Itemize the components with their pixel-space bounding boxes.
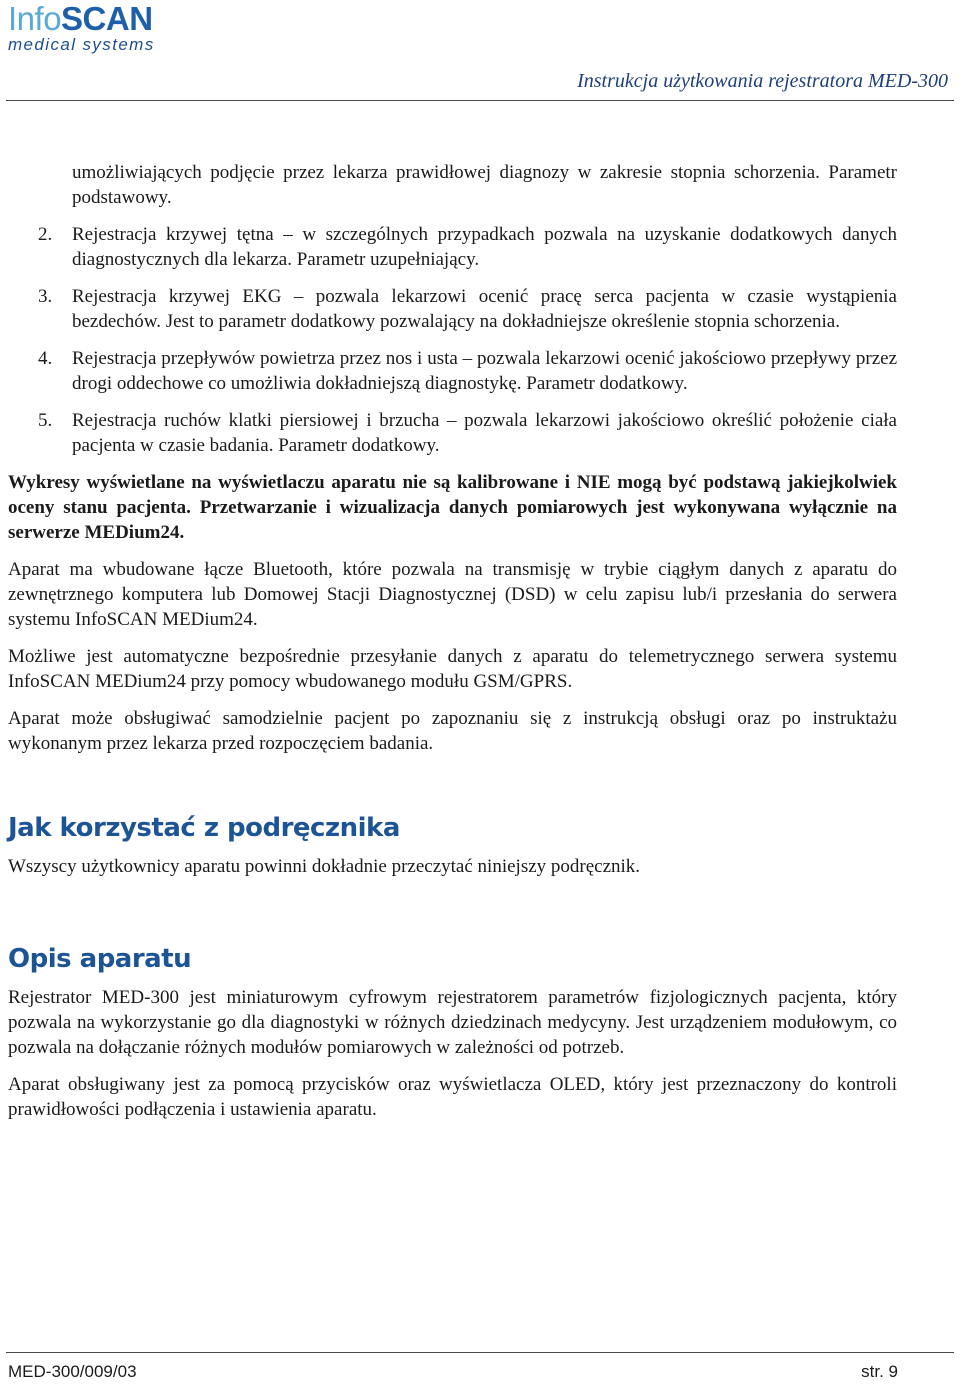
- list-item: [8, 408, 897, 458]
- logo-word-info: Info: [8, 0, 62, 37]
- logo-subtitle: medical systems: [8, 35, 155, 54]
- list-item-number: 2.: [38, 224, 53, 245]
- header-divider: [6, 100, 954, 101]
- calibration-warning: Wykresy wyświetlane na wyświetlaczu aparatu nie są kalibrowane i NIE mogą być podstawą jakiejkolwiek oceny stanu pacjenta. Przetwarzanie i wizualizacja danych pomiarowych jest wykonywana wyłącznie na serwerze MEDium24.: [8, 472, 897, 543]
- section-heading-device: Opis aparatu: [8, 944, 192, 974]
- section-heading-howto: Jak korzystać z podręcznika: [8, 813, 400, 843]
- list-item-text: Rejestracja przepływów powietrza przez nos i usta – pozwala lekarzowi ocenić jakościowo przepływy przez drogi oddechowe co umożliwia dokładniejszą diagnostykę. Parametr dodatkowy.: [72, 348, 897, 394]
- list-item: [8, 284, 897, 334]
- list-item-number: 3.: [38, 286, 53, 307]
- footer-doc-id: MED-300/009/03: [8, 1362, 137, 1381]
- paragraph-bluetooth: Aparat ma wbudowane łącze Bluetooth, które pozwala na transmisję w trybie ciągłym danych z aparatu do zewnętrznego komputera lub Domowej Stacji Diagnostycznej (DSD) w celu zapisu lub/i przesłania do serwera systemu InfoSCAN MEDium24.: [8, 559, 897, 630]
- company-logo: [8, 2, 208, 58]
- logo-wordmark: [8, 2, 208, 36]
- paragraph-gsm: Możliwe jest automatyczne bezpośrednie przesyłanie danych z aparatu do telemetrycznego serwera systemu InfoSCAN MEDium24 przy pomocy wbudowanego modułu GSM/GPRS.: [8, 646, 897, 692]
- device-description: Rejestrator MED-300 jest miniaturowym cyfrowym rejestratorem parametrów fizjologicznych pacjenta, który pozwala na wykorzystanie go dla diagnostyki w różnych dziedzinach medycyny. Jest urządzeniem modułowym, co pozwala na dołączanie różnych modułów pomiarowych w zależności od potrzeb.: [8, 987, 897, 1058]
- list-item-number: 4.: [38, 348, 53, 369]
- list-item: [8, 222, 897, 272]
- header-title: Instrukcja użytkowania rejestratora MED-300: [577, 70, 948, 92]
- page-content: [8, 160, 897, 1134]
- logo-word-scan: SCAN: [61, 0, 153, 37]
- section-howto-text: Wszyscy użytkownicy aparatu powinni dokładnie przeczytać niniejszy podręcznik.: [8, 856, 641, 877]
- footer-divider: [6, 1352, 954, 1353]
- footer-page-number: str. 9: [861, 1362, 898, 1381]
- list-item: [8, 346, 897, 396]
- list-item-text: Rejestracja krzywej EKG – pozwala lekarzowi ocenić pracę serca pacjenta w czasie wystąpienia bezdechów. Jest to parametr dodatkowy pozwalający na dokładniejsze określenie stopnia schorzenia.: [72, 286, 897, 332]
- list-item-number: 5.: [38, 410, 53, 431]
- device-controls: Aparat obsługiwany jest za pomocą przycisków oraz wyświetlacza OLED, który jest przeznaczony do kontroli prawidłowości podłączenia i ustawienia aparatu.: [8, 1074, 897, 1120]
- paragraph-patient-use: Aparat może obsługiwać samodzielnie pacjent po zapoznaniu się z instrukcją obsługi oraz po instruktażu wykonanym przez lekarza przed rozpoczęciem badania.: [8, 708, 897, 754]
- list-item-text: Rejestracja ruchów klatki piersiowej i brzucha – pozwala lekarzowi jakościowo określić położenie ciała pacjenta w czasie badania. Parametr dodatkowy.: [72, 410, 897, 456]
- list-item-text: Rejestracja krzywej tętna – w szczególnych przypadkach pozwala na uzyskanie dodatkowych danych diagnostycznych dla lekarza. Parametr uzupełniający.: [72, 224, 897, 270]
- parameter-list: [8, 160, 897, 458]
- list-item-continuation: umożliwiających podjęcie przez lekarza prawidłowej diagnozy w zakresie stopnia schorzenia. Parametr podstawowy.: [72, 162, 897, 208]
